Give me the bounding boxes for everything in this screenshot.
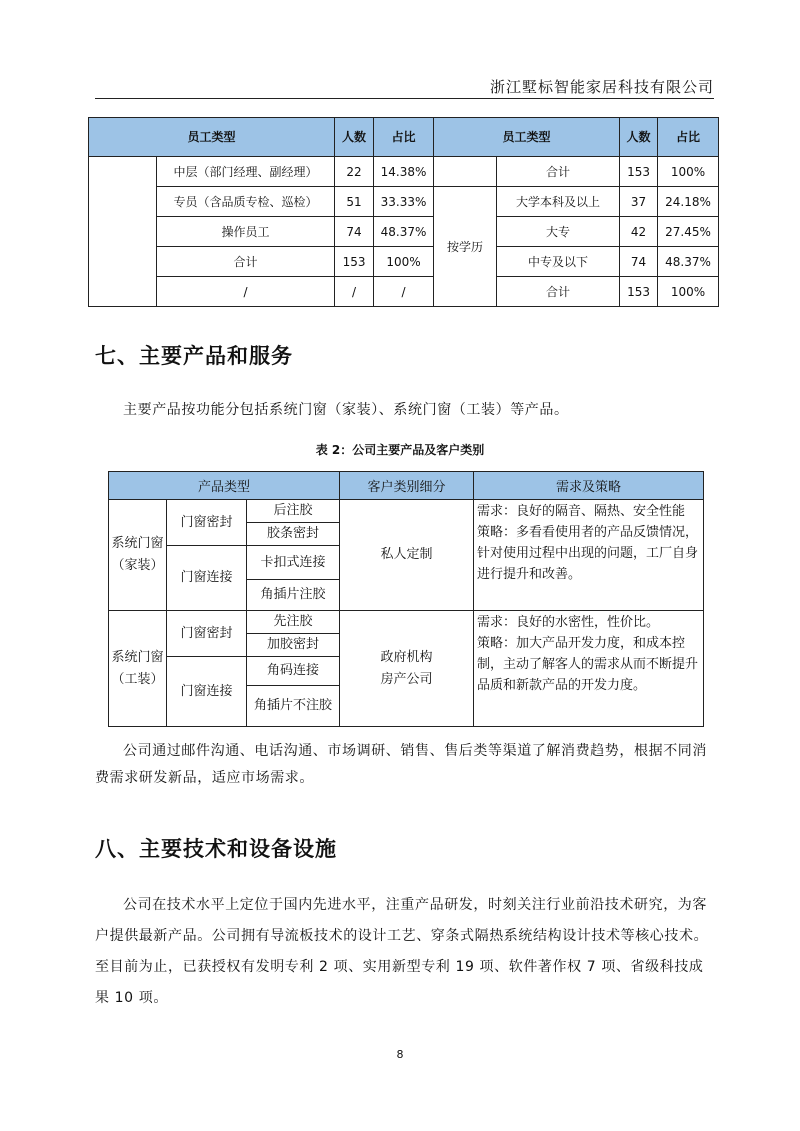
staff-col-count: 人数 <box>335 118 374 157</box>
staff-type-cell: 中层（部门经理、副经理） <box>157 157 335 187</box>
products-intro: 主要产品按功能分包括系统门窗（家装）、系统门窗（工装）等产品。 <box>123 402 569 418</box>
table-row <box>89 247 719 277</box>
product-customer: 政府机构 房产公司 <box>340 611 474 727</box>
page-number: 8 <box>396 1048 404 1061</box>
staff-type-cell: / <box>157 277 335 307</box>
table-row <box>109 500 704 523</box>
staff-count-cell: 42 <box>620 217 658 247</box>
product-item: 卡扣式连接 <box>247 546 340 580</box>
table-row <box>109 611 704 634</box>
section-heading-technology: 八、主要技术和设备设施 <box>95 837 337 861</box>
staff-type-cell: 合计 <box>157 247 335 277</box>
table-row <box>89 187 719 217</box>
staff-ratio-cell: 100% <box>658 157 719 187</box>
table-caption: 表 2：公司主要产品及客户类别 <box>315 443 485 457</box>
staff-ratio-cell: 33.33% <box>374 187 434 217</box>
staff-header-row <box>89 118 719 157</box>
staff-ratio-cell: 100% <box>658 277 719 307</box>
staff-ratio-cell: 27.45% <box>658 217 719 247</box>
staff-type-cell: 合计 <box>497 277 620 307</box>
staff-count-cell: 74 <box>335 217 374 247</box>
product-subgroup-name: 门窗连接 <box>167 657 247 727</box>
staff-ratio-cell: / <box>374 277 434 307</box>
product-strategy: 需求：良好的水密性，性价比。 策略：加大产品开发力度，和成本控制，主动了解客人的需求从而不断提升品质和新款产品的开发力度。 <box>474 611 704 727</box>
staff-ratio-cell: 48.37% <box>658 247 719 277</box>
staff-col-type-right: 员工类型 <box>434 118 620 157</box>
staff-count-cell: 153 <box>620 157 658 187</box>
product-item: 角码连接 <box>247 657 340 686</box>
product-item: 角插片注胶 <box>247 580 340 611</box>
header-divider <box>95 98 714 99</box>
product-item: 角插片不注胶 <box>247 686 340 727</box>
section-heading-products: 七、主要产品和服务 <box>95 344 293 368</box>
staff-group-blank-right <box>434 157 497 187</box>
products-col-strategy: 需求及策略 <box>474 472 704 500</box>
staff-col-ratio: 占比 <box>374 118 434 157</box>
staff-col-count-right: 人数 <box>620 118 658 157</box>
product-customer: 私人定制 <box>340 500 474 611</box>
product-strategy: 需求：良好的隔音、隔热、安全性能 策略：多看看使用者的产品反馈情况，针对使用过程中出现的问题，工厂自身进行提升和改善。 <box>474 500 704 611</box>
staff-type-cell: 中专及以下 <box>497 247 620 277</box>
staff-group-education: 按学历 <box>434 187 497 307</box>
products-col-type: 产品类型 <box>109 472 340 500</box>
technology-body: 公司在技术水平上定位于国内先进水平，注重产品研发，时刻关注行业前沿技术研究，为客户提供最新产品。公司拥有导流板技术的设计工艺、穿条式隔热系统结构设计技术等核心技术。至目前为止，已获授权有发明专利 2 项、实用新型专利 19 项、软件著作权 7 项、省级科技成果 10 项。 <box>95 897 709 1006</box>
staff-ratio-cell: 14.38% <box>374 157 434 187</box>
product-item: 先注胶 <box>247 611 340 634</box>
staff-count-cell: 74 <box>620 247 658 277</box>
staff-ratio-cell: 48.37% <box>374 217 434 247</box>
header-company-name: 浙江墅标智能家居科技有限公司 <box>489 78 714 96</box>
products-after-text: 公司通过邮件沟通、电话沟通、市场调研、销售、售后类等渠道了解消费趋势，根据不同消费需求研发新品，适应市场需求。 <box>95 743 707 786</box>
staff-count-cell: 22 <box>335 157 374 187</box>
staff-ratio-cell: 100% <box>374 247 434 277</box>
staff-type-cell: 大学本科及以上 <box>497 187 620 217</box>
table-row <box>89 217 719 247</box>
staff-ratio-cell: 24.18% <box>658 187 719 217</box>
staff-count-cell: 153 <box>620 277 658 307</box>
staff-type-cell: 合计 <box>497 157 620 187</box>
staff-col-type: 员工类型 <box>89 118 335 157</box>
products-header-row <box>109 472 704 500</box>
product-subgroup-name: 门窗密封 <box>167 611 247 657</box>
staff-count-cell: / <box>335 277 374 307</box>
product-subgroup-name: 门窗连接 <box>167 546 247 611</box>
staff-col-ratio-right: 占比 <box>658 118 719 157</box>
staff-type-cell: 大专 <box>497 217 620 247</box>
table-row <box>89 277 719 307</box>
product-subgroup-name: 门窗密封 <box>167 500 247 546</box>
staff-count-cell: 37 <box>620 187 658 217</box>
staff-table <box>88 117 719 307</box>
staff-type-cell: 操作员工 <box>157 217 335 247</box>
staff-count-cell: 51 <box>335 187 374 217</box>
product-item: 胶条密封 <box>247 523 340 546</box>
table-row <box>89 157 719 187</box>
products-col-customer: 客户类别细分 <box>340 472 474 500</box>
staff-type-cell: 专员（含品质专检、巡检） <box>157 187 335 217</box>
product-group-name: 系统门窗（工装） <box>109 611 167 727</box>
product-group-name: 系统门窗（家装） <box>109 500 167 611</box>
products-table <box>108 471 704 727</box>
product-item: 后注胶 <box>247 500 340 523</box>
staff-count-cell: 153 <box>335 247 374 277</box>
product-item: 加胶密封 <box>247 634 340 657</box>
staff-group-blank <box>89 157 157 307</box>
